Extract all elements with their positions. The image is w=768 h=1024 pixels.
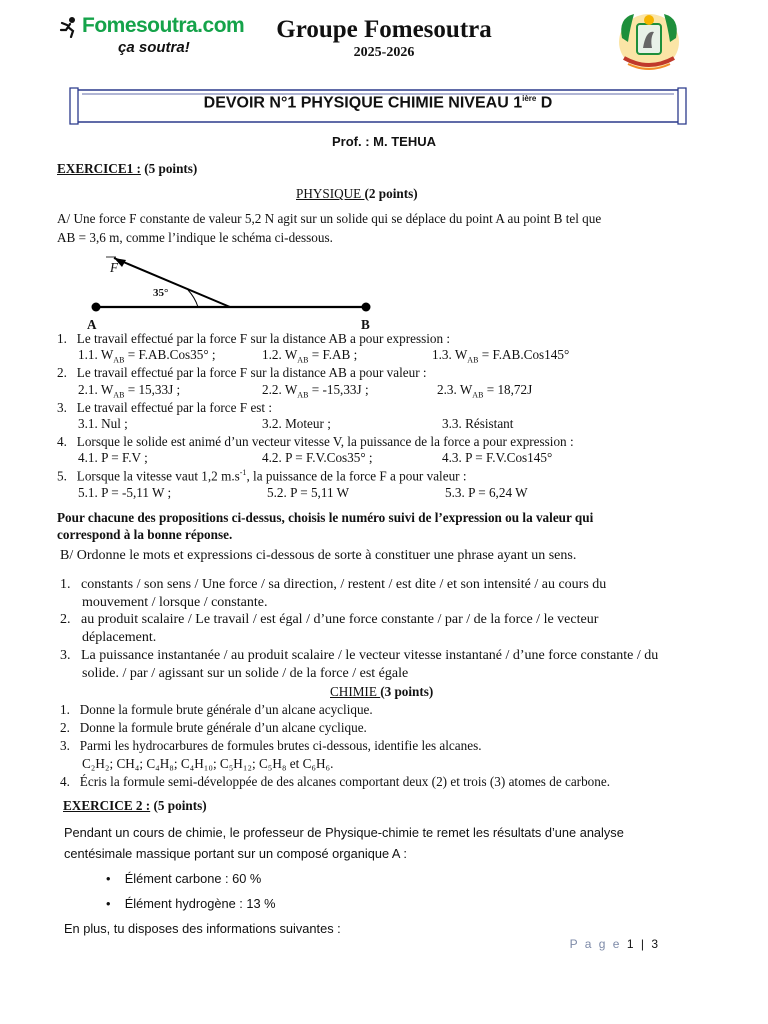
part-b-intro: B/ Ordonne le mots et expressions ci-dessous de sorte à constituer une phrase ayant un sens. [60, 548, 577, 563]
chimie-heading [330, 684, 433, 700]
sub-ab: AB [113, 390, 125, 400]
option-5-1: 5.1. P = -5,11 W ; [78, 485, 172, 500]
option-4-3: 4.3. P = F.V.Cos145° [442, 450, 553, 465]
teacher-name: Prof. : M. TEHUA [332, 134, 436, 149]
option-2-1-a: 2.1. W [78, 382, 114, 397]
option-1-2-b: = F.AB ; [308, 347, 358, 362]
option-1-2 [262, 347, 357, 365]
option-2-2 [262, 382, 369, 400]
option-5-3: 5.3. P = 6,24 W [445, 485, 528, 500]
question-2-text: Le travail effectué par la force F sur la distance AB a pour valeur : [76, 365, 427, 380]
chimie-q1-text: Donne la formule brute générale d’un alcane acyclique. [79, 702, 373, 717]
part-b-item-2-line1: au produit scalaire / Le travail / est égal / d’une force constante / par / de la force / le vecteur [81, 612, 599, 627]
part-a-line1: A/ Une force F constante de valeur 5,2 N agit sur un solide qui se déplace du point A au point B tel que [57, 211, 602, 226]
physique-heading [296, 186, 418, 202]
option-4-1: 4.1. P = F.V ; [78, 450, 148, 465]
option-2-3 [437, 382, 532, 400]
current-page: 1 [626, 937, 636, 951]
physique-points: (2 points) [364, 186, 418, 201]
figure-label-f: F [110, 260, 119, 275]
chimie-q3: 3. Parmi les hydrocarbures de formules brutes ci-dessous, identifie les alcanes. [60, 738, 482, 753]
question-2: 2. Le travail effectué par la force F sur la distance AB a pour valeur : [57, 365, 427, 380]
exercise2-title: EXERCICE 2 : [63, 798, 151, 813]
part-b-item-1: 1. constants / son sens / Une force / sa direction, / restent / est dite / et son intensité / au cours du [60, 577, 607, 592]
option-2-2-a: 2.2. W [262, 382, 298, 397]
question-5-text-a: Lorsque la vitesse vaut 1,2 m.s [76, 468, 240, 484]
page-title: Groupe Fomesoutra [276, 16, 492, 43]
school-year: 2025-2026 [353, 45, 415, 60]
chimie-q2-text: Donne la formule brute générale d’un alcane cyclique. [79, 720, 367, 735]
question-5-text-b: , la puissance de la force F a pour valeur : [246, 468, 467, 484]
option-1-1-b: = F.AB.Cos35° ; [124, 347, 216, 362]
chimie-title: CHIMIE [330, 684, 381, 699]
part-b-item-1-line1: constants / son sens / Une force / sa direction, / restent / est dite / et son intensité / au cours du [81, 577, 607, 592]
exam-title-sup: ière [522, 94, 537, 103]
option-4-2: 4.2. P = F.V.Cos35° ; [262, 450, 373, 465]
exercise2-para2: centésimale massique portant sur un composé organique A : [64, 846, 407, 861]
exercise1-title: EXERCICE1 : [57, 161, 141, 176]
exercise2-para3: En plus, tu disposes des informations suivantes : [64, 921, 341, 936]
total-pages: 3 [651, 937, 660, 951]
instruction-line2: correspond à la bonne réponse. [57, 527, 233, 542]
chimie-q4-text: Écris la formule semi-développée de des alcanes comportant deux (2) et trois (3) atomes de carbone. [79, 774, 611, 789]
question-4: 4. Lorsque le solide est animé d’un vecteur vitesse V, la puissance de la force a pour expression : [57, 434, 574, 449]
sub-ab: AB [297, 355, 309, 365]
option-3-2: 3.2. Moteur ; [262, 416, 331, 431]
exercise2-points: (5 points) [150, 798, 207, 813]
exercise2-heading [63, 798, 207, 814]
option-2-2-b: = -15,33J ; [308, 382, 369, 397]
exam-title-end: D [536, 94, 553, 112]
exercise2-para1: Pendant un cours de chimie, le professeur de Physique-chimie te remet les résultats d’une analyse [64, 825, 624, 840]
bullet-hydrogene-text: Élément hydrogène : 13 % [124, 896, 276, 911]
option-1-3-b: = F.AB.Cos145° [478, 347, 570, 362]
exam-title [68, 94, 688, 112]
part-b-item-3: 3. La puissance instantanée / au produit scalaire / le vecteur vitesse instantané / d’une force constante / du [60, 648, 659, 663]
question-3-text: Le travail effectué par la force F est : [76, 400, 273, 415]
bullet-carbone-text: Élément carbone : 60 % [124, 871, 262, 886]
exercise1-points: (5 points) [140, 161, 198, 176]
logo-sub-text: ça soutra! [118, 39, 190, 56]
physique-title: PHYSIQUE [296, 186, 365, 201]
figure-point-b: B [361, 317, 370, 332]
question-5: 5. Lorsque la vitesse vaut 1,2 $m.s^{-1}$, la puissance de la force F a pour valeur : [57, 468, 467, 484]
chimie-formulas: C₂H₂; CH₄; C₄H₈; C₄H₁₀; C₅H₁₂; C₅H₈ et C₆H₆. [82, 756, 334, 771]
option-2-3-a: 2.3. W [437, 382, 473, 397]
option-3-1: 3.1. Nul ; [78, 416, 128, 431]
part-b-item-3-line1: La puissance instantanée / au produit scalaire / le vecteur vitesse instantané / d’une force constante / du [81, 648, 659, 663]
exercise1-heading [57, 161, 197, 177]
sub-ab: AB [467, 355, 479, 365]
coat-of-arms-icon [608, 8, 690, 78]
chimie-q4: 4. Écris la formule semi-développée de des alcanes comportant deux (2) et trois (3) atomes de carbone. [60, 774, 611, 789]
logo-main-text: Fomesoutra.com [82, 14, 245, 37]
sub-ab: AB [297, 390, 309, 400]
chimie-q2: 2. Donne la formule brute générale d’un alcane cyclique. [60, 720, 367, 735]
question-3: 3. Le travail effectué par la force F est : [57, 400, 273, 415]
question-5-sup: -1 [239, 468, 247, 477]
sub-ab: AB [113, 355, 125, 365]
part-b-item-2-line2: déplacement. [82, 630, 157, 645]
option-2-1 [78, 382, 180, 400]
option-2-1-b: = 15,33J ; [124, 382, 181, 397]
part-b-item-2: 2. au produit scalaire / Le travail / est égal / d’une force constante / par / de la force / le vecteur [60, 612, 599, 627]
figure-point-a: A [87, 317, 97, 332]
chimie-q1: 1. Donne la formule brute générale d’un alcane acyclique. [60, 702, 373, 717]
bullet-carbone: • Élément carbone : 60 % [106, 871, 262, 886]
page-number [570, 937, 660, 951]
option-2-3-b: = 18,72J [483, 382, 533, 397]
force-diagram [80, 250, 390, 335]
part-b-item-3-line2: solide. / par / agissant sur un solide / de la force / est égale [82, 666, 409, 681]
chimie-points: (3 points) [380, 684, 434, 699]
option-5-2: 5.2. P = 5,11 W [267, 485, 350, 500]
question-1-text: Le travail effectué par la force F sur la distance AB a pour expression : [76, 331, 451, 346]
figure-angle: 35° [153, 287, 169, 299]
option-1-2-a: 1.2. W [262, 347, 298, 362]
option-1-3 [432, 347, 569, 365]
chimie-q3-text: Parmi les hydrocarbures de formules brutes ci-dessous, identifie les alcanes. [79, 738, 482, 753]
part-b-item-1-line2: mouvement / lorsque / constante. [82, 595, 268, 610]
page-label: P a g e [569, 937, 627, 951]
option-1-1 [78, 347, 216, 365]
option-1-3-a: 1.3. W [432, 347, 468, 362]
instruction-line1: Pour chacune des propositions ci-dessus, choisis le numéro suivi de l’expression ou la valeur qui [57, 510, 594, 525]
part-a-line2: AB = 3,6 m, comme l’indique le schéma ci-dessous. [57, 230, 333, 245]
page-separator: | [635, 937, 652, 951]
option-3-3: 3.3. Résistant [442, 416, 514, 431]
option-1-1-a: 1.1. W [78, 347, 114, 362]
question-1: 1. Le travail effectué par la force F sur la distance AB a pour expression : [57, 331, 451, 346]
question-4-text: Lorsque le solide est animé d’un vecteur vitesse V, la puissance de la force a pour expression : [76, 434, 574, 449]
exam-title-main: DEVOIR N°1 PHYSIQUE CHIMIE NIVEAU 1 [203, 94, 523, 112]
sub-ab: AB [472, 390, 484, 400]
bullet-hydrogene: • Élément hydrogène : 13 % [106, 896, 276, 911]
